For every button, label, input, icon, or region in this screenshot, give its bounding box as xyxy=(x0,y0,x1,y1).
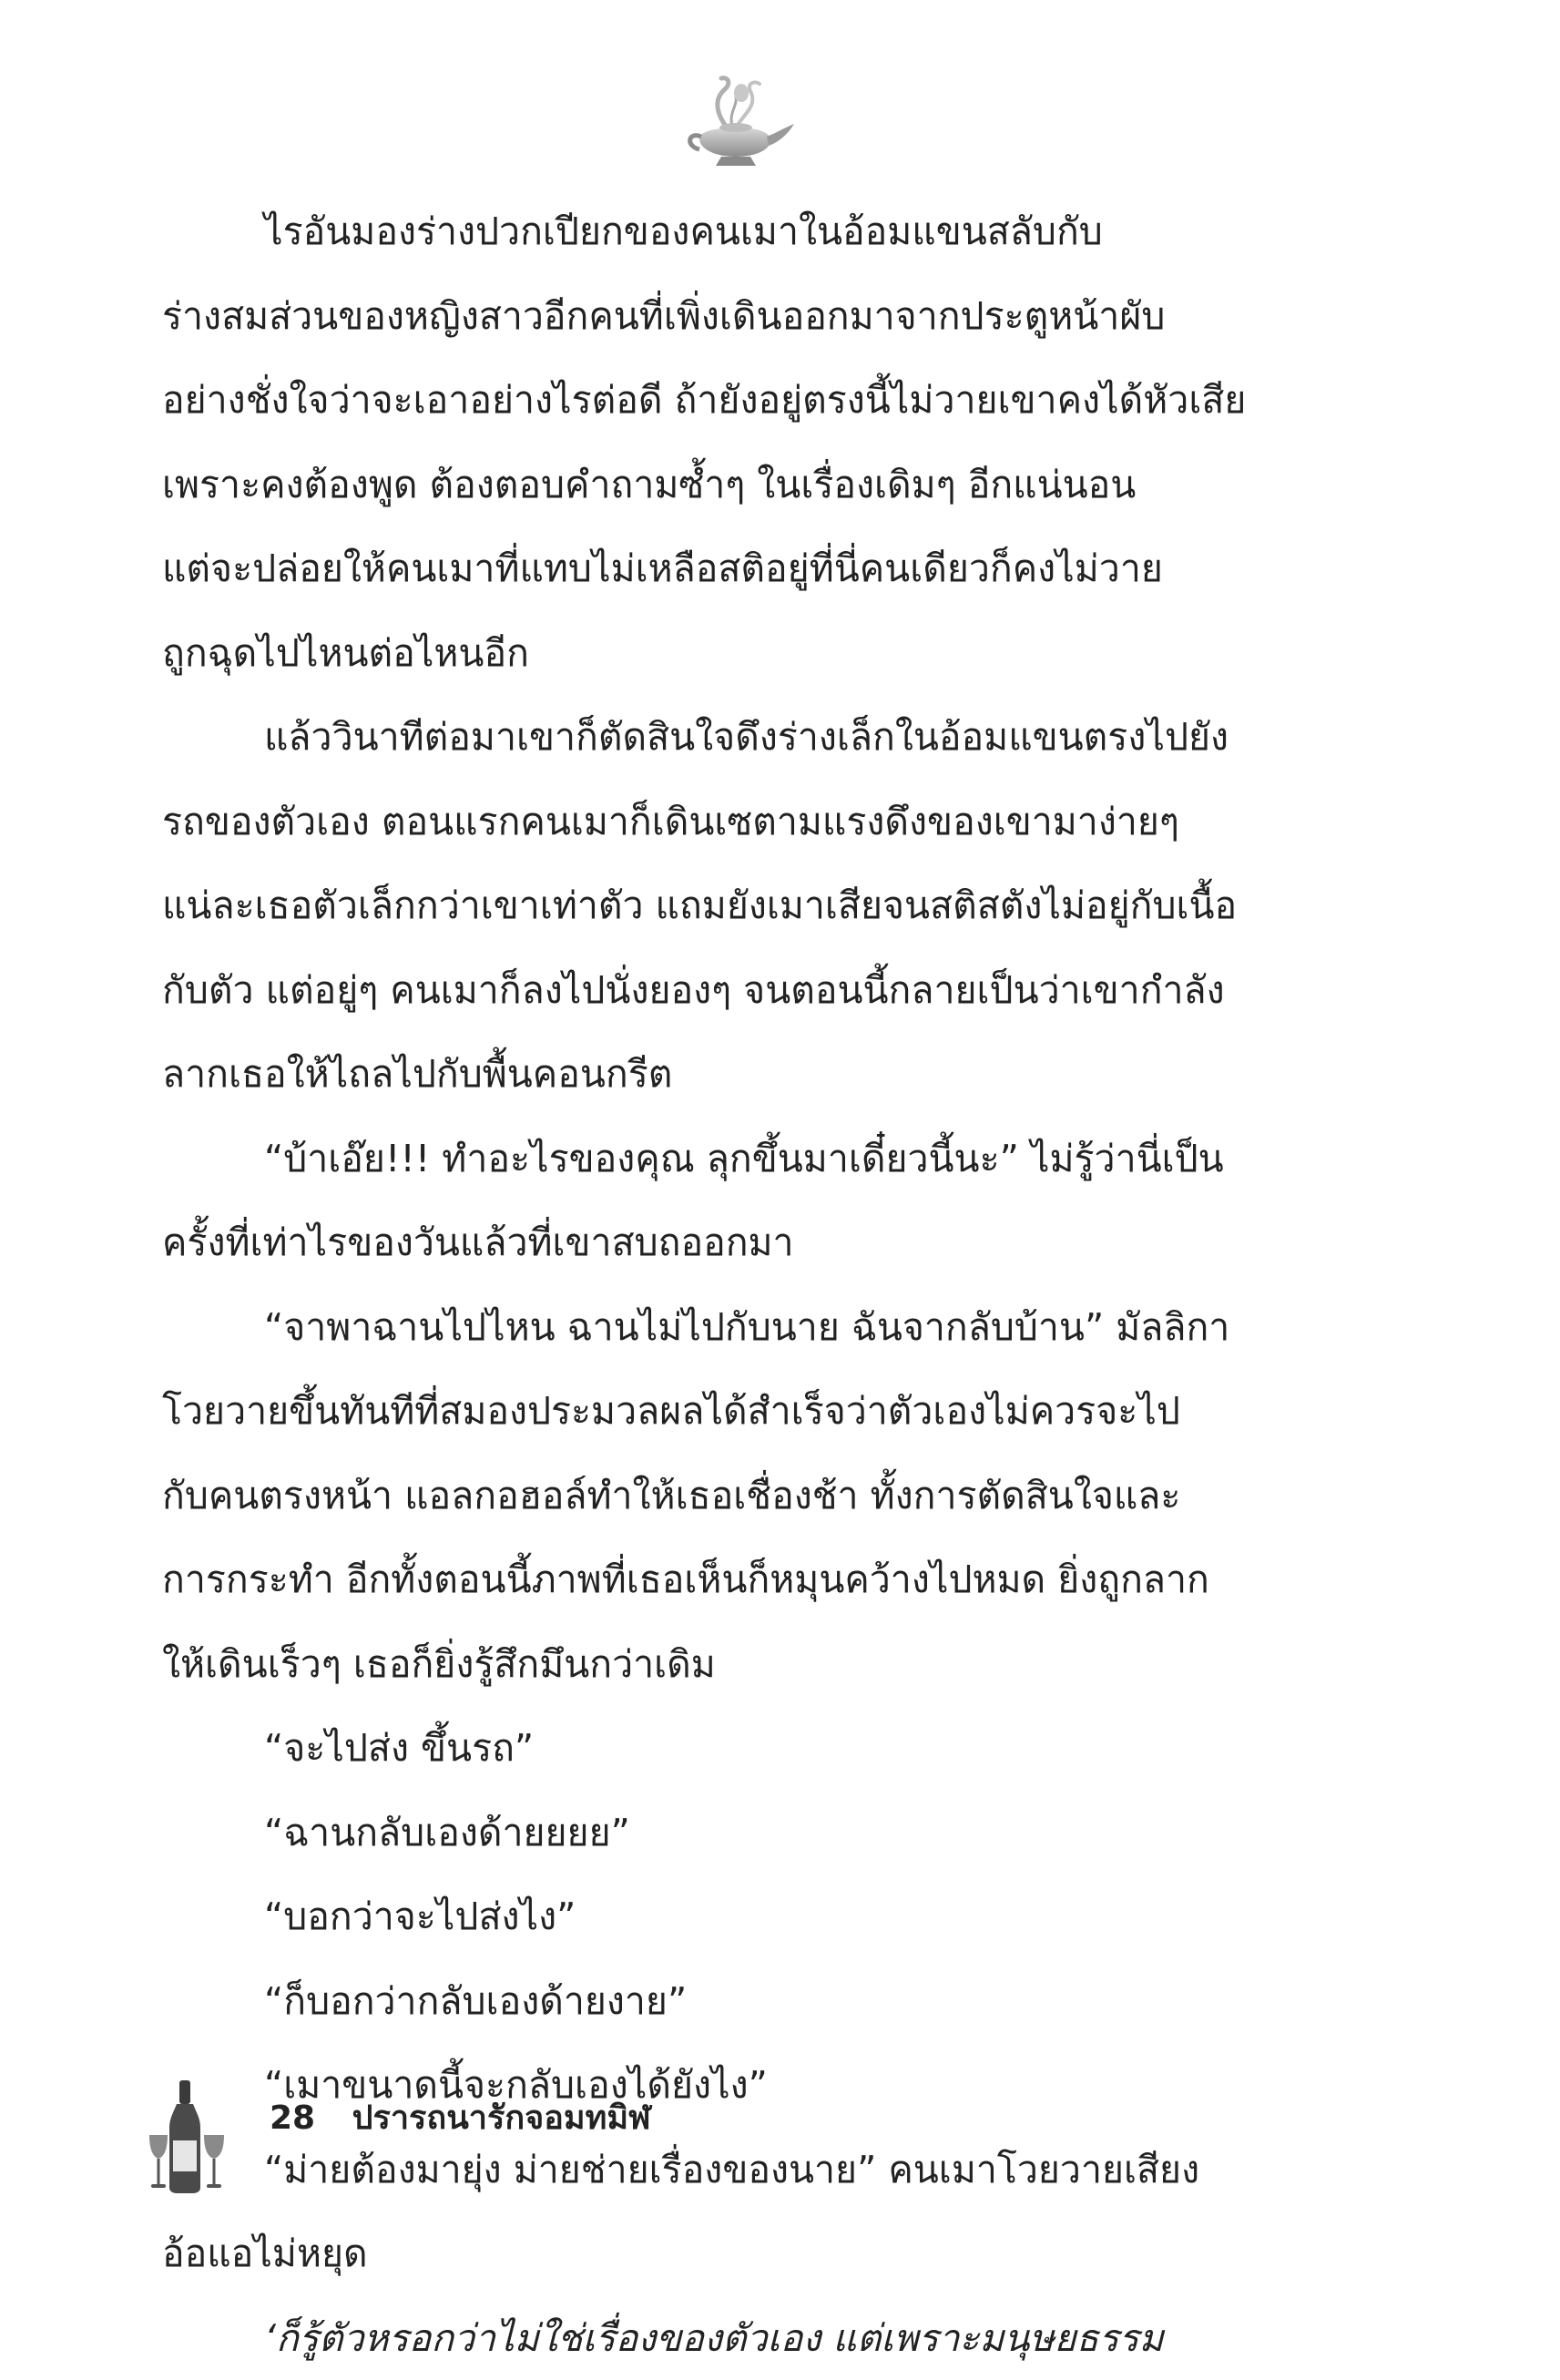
text-line: ร่างสมส่วนของหญิงสาวอีกคนที่เพิ่งเดินออกมาจากประตูหน้าผับ xyxy=(162,274,1296,359)
page-footer xyxy=(270,2091,651,2146)
text-line: แต่จะปล่อยให้คนเมาที่แทบไม่เหลือสติอยู่ที่นี่คนเดียวก็คงไม่วาย xyxy=(162,526,1296,611)
text-line: ไรอันมองร่างปวกเปียกของคนเมาในอ้อมแขนสลับกับ xyxy=(162,189,1296,274)
text-line: ลากเธอให้ไถลไปกับพื้นคอนกรีต xyxy=(162,1032,1296,1117)
book-title: ปรารถนารักจอมทมิฬ xyxy=(352,2099,651,2137)
text-line: การกระทำ อีกทั้งตอนนี้ภาพที่เธอเห็นก็หมุนคว้างไปหมด ยิ่งถูกลาก xyxy=(162,1537,1296,1622)
text-line: “ก็บอกว่ากลับเองด้ายงาย” xyxy=(162,1959,1296,2044)
text-line: แน่ละเธอตัวเล็กกว่าเขาเท่าตัว แถมยังเมาเสียจนสติสตังไม่อยู่กับเนื้อ xyxy=(162,863,1296,948)
text-line: “บ้าเอ๊ย!!! ทำอะไรของคุณ ลุกขึ้นมาเดี๋ยวนี้นะ” ไม่รู้ว่านี่เป็น xyxy=(162,1117,1296,1201)
text-line: อย่างชั่งใจว่าจะเอาอย่างไรต่อดี ถ้ายังอยู่ตรงนี้ไม่วายเขาคงได้หัวเสีย xyxy=(162,358,1296,443)
text-line: “ม่ายต้องมายุ่ง ม่ายช่ายเรื่องของนาย” คนเมาโวยวายเสียง xyxy=(162,2128,1296,2212)
text-line: แล้ววินาทีต่อมาเขาก็ตัดสินใจดึงร่างเล็กในอ้อมแขนตรงไปยัง xyxy=(162,695,1296,780)
body-text xyxy=(162,189,1296,2380)
text-line: “จาพาฉานไปไหน ฉานไม่ไปกับนาย ฉันจากลับบ้าน” มัลลิกา xyxy=(162,1285,1296,1370)
text-line: “จะไปส่ง ขึ้นรถ” xyxy=(162,1706,1296,1791)
text-line: รถของตัวเอง ตอนแรกคนเมาก็เดินเซตามแรงดึงของเขามาง่ายๆ xyxy=(162,780,1296,864)
text-line: ถูกฉุดไปไหนต่อไหนอีก xyxy=(162,611,1296,696)
text-line: โวยวายขึ้นทันทีที่สมองประมวลผลได้สำเร็จว่าตัวเองไม่ควรจะไป xyxy=(162,1369,1296,1454)
text-line: “เมาขนาดนี้จะกลับเองได้ยังไง” xyxy=(162,2043,1296,2128)
text-line: เพราะคงต้องพูด ต้องตอบคำถามซ้ำๆ ในเรื่องเดิมๆ อีกแน่นอน xyxy=(162,443,1296,527)
text-line: อ้อแอไม่หยุด xyxy=(162,2211,1296,2296)
text-line: กับตัว แต่อยู่ๆ คนเมาก็ลงไปนั่งยองๆ จนตอนนี้กลายเป็นว่าเขากำลัง xyxy=(162,948,1296,1033)
text-line: ‘ก็รู้ตัวหรอกว่าไม่ใช่เรื่องของตัวเอง แต่เพราะมนุษยธรรม xyxy=(162,2296,1296,2380)
wine-bottle-glasses-icon xyxy=(146,2077,228,2195)
text-line: ให้เดินเร็วๆ เธอก็ยิ่งรู้สึกมึนกว่าเดิม xyxy=(162,1622,1296,1707)
genie-lamp-icon xyxy=(672,73,800,173)
text-line: กับคนตรงหน้า แอลกอฮอล์ทำให้เธอเชื่องช้า ทั้งการตัดสินใจและ xyxy=(162,1454,1296,1538)
page-number: 28 xyxy=(270,2099,315,2137)
text-line: ครั้งที่เท่าไรของวันแล้วที่เขาสบถออกมา xyxy=(162,1200,1296,1285)
text-line: “บอกว่าจะไปส่งไง” xyxy=(162,1874,1296,1959)
text-line: “ฉานกลับเองด้ายยยย” xyxy=(162,1791,1296,1875)
